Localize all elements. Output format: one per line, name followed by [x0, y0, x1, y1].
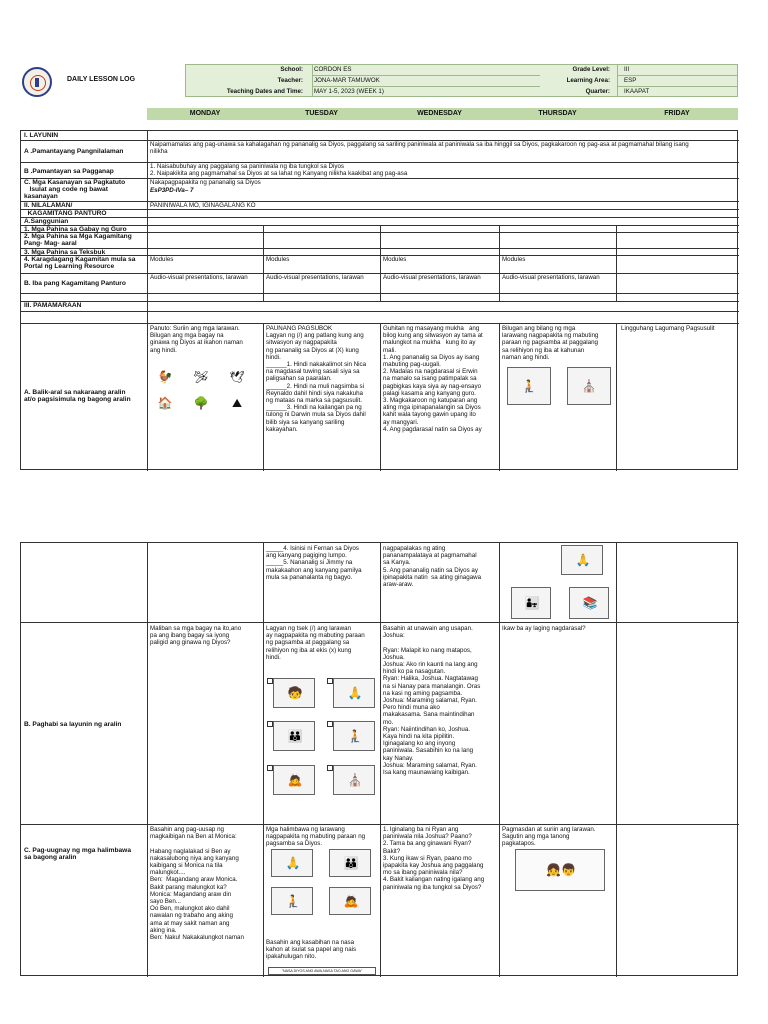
tuesday-picture-5: 🙇 — [273, 765, 315, 795]
school-label: School: — [280, 66, 303, 73]
plane-picture-icon: 🛩 — [193, 370, 209, 384]
row-kagamitan-label: KAGAMITANG PANTURO — [24, 210, 107, 217]
log-title: DAILY LESSON LOG — [67, 76, 136, 83]
tuesday-example-picture-4: 🙇 — [329, 887, 371, 915]
page-1 — [20, 64, 738, 470]
day-friday: FRIDAY — [664, 110, 690, 117]
tuesday-example-picture-1: 🙏 — [271, 849, 313, 877]
balik-friday: Lingguhang Lagumang Pagsusulit — [621, 325, 715, 332]
balik-thursday: Bilugan ang bilang ng mga larawang nagpapakita ng mabuting paraan ng pagsamba at paggalang sa relihiyon ng iba at kahunan naman ang hindi. — [502, 325, 599, 361]
dates-value: MAY 1-5, 2023 (WEEK 1) — [314, 88, 384, 95]
paguugnay-wednesday: 1. Iginalang ba ni Ryan ang paniniwala nila Joshua? Paano? 2. Tama ba ang ginawani Ryan? Bakit? 3. Kung ikaw si Ryan, paano mo ipapakita kay Joshua ang paggalang mo sa ibang paniniwala nila? 4. Bakit kailangan nating igalang ang paniniwala ng iba tungkol sa Diyos? — [383, 826, 485, 891]
row-sanggunian-label: A.Sanggunian — [24, 218, 69, 225]
row-pamantayan-text: Naipamamalas ang pag-unawa sa kahalagahan ng pananalig sa Diyos, paggalang sa sariling paniniwala at paniniwala sa iba hinggil sa Diyos, pagkakaroon ng pag-asa at pagmamahal bilang isang nilikha — [150, 141, 691, 156]
area-value: ESP — [624, 77, 637, 84]
row-kagamitang-pang-label: 2. Mga Pahina sa Mga Kagamitang Pang- Mag- aaral — [24, 233, 132, 248]
grade-value: III — [624, 66, 630, 73]
thursday-worship-picture-1: 🙏 — [561, 545, 603, 575]
deped-seal-logo — [22, 67, 52, 97]
school-value: CORDON ES — [314, 66, 352, 73]
row-layunin: I. LAYUNIN — [24, 132, 59, 139]
balik-monday: Panuto: Suriin ang mga larawan. Bilugan ang mga bagay na ginawa ng Diyos at ikahon naman ang hindi. — [150, 325, 243, 354]
audio-thu: Audio-visual presentations, larawan — [502, 274, 600, 281]
day-monday: MONDAY — [189, 110, 221, 117]
paguugnay-thursday: Pagmasdan at suriin ang larawan. Sagutin ang mga tanong pagkatapos. — [502, 826, 596, 848]
paghabi-wednesday: Basahin at unawain ang usapan. Joshua: Ryan: Malapit ko nang matapos, Joshua. Joshua: Ako rin kaunti na lang ang hindi ko pa nasagutan. Ryan: Halika, Joshua. Nagtatawag na si Nanay para manalangin. Oras na kasi ng aming pagsamba. Joshua: Maraming salamat, Ryan. Pero hindi muna ako makakasama. Sana maintindihan mo. Ryan: Naiintindihan ko, Joshua. Kaya hindi na kita pipilitin. Iginagalang ko ang inyong paniniwala. Sasabihin ko na lang kay Nanay. Joshua: Maraming salamat, Ryan. Isa kang maunawaing kaibigan. — [383, 625, 481, 777]
lesson-table-page-1 — [20, 130, 738, 470]
kasabihan-box — [268, 967, 376, 975]
row-balik-label: A. Balik-aral sa nakaraang aralin at/o pagsisimula ng bagong aralin — [24, 389, 131, 404]
row-karagdagang-label: 4. Karagdagang Kagamitan mula sa Portal ng Learning Resource — [24, 256, 136, 271]
row-pagganap-text: 1. Naisabubuhay ang paggalang sa paniniwala ng iba tungkol sa Diyos 2. Naipakikita ang pagmamahal sa Diyos at sa lahat ng Kanyang nilikha kaakibat ang pag-asa — [150, 163, 408, 178]
balik-wednesday: Guhitan ng masayang mukha ang bilog kung ang sitwasyon ay tama at malungkot na mukha kung ito ay mali. 1. Ang pananalig sa Diyos ay isang mabuting pag-uugali. 2. Madalas na nagdarasal si Erwin na manalo sa isang patimpalak sa pagbigkas kaya siya ay nag-ensayo palagi kasama ang kanyang guro. 3. Magkakaroon ng katuparan ang ating mga ipinapanalangin sa Diyos kahit wala tayong gawin upang ito ay mangyari. 4. Ang pagdarasal natin sa Diyos ay — [383, 325, 483, 433]
tuesday-picture-3: 👪 — [273, 721, 315, 751]
audio-mon: Audio-visual presentations, larawan — [150, 274, 248, 281]
row-pamamaraan-label: III. PAMAMARAAN — [24, 302, 82, 309]
tuesday-picture-4: 🧎 — [333, 721, 375, 751]
quarter-value: IKAAPAT — [624, 88, 650, 95]
chicken-picture-icon: 🐓 — [157, 370, 173, 384]
row-pagganap-label: B .Pamantayan sa Pagganap — [24, 168, 114, 175]
paghabi-tuesday: Lagyan ng tsek (/) ang larawan ay nagpapakita ng mabuting paraan ng pagsamba at paggalang sa relihiyon ng iba at ekis (x) kung hindi. — [266, 625, 365, 661]
thursday-worship-picture-2: 👨‍👧 — [511, 587, 551, 619]
thursday-children-picture: 👧👦 — [515, 849, 605, 891]
teacher-label: Teacher: — [277, 77, 303, 84]
dates-label: Teaching Dates and Time: — [226, 88, 303, 95]
grade-label: Grade Level: — [572, 66, 610, 73]
paghabi-thursday: Ikaw ba ay laging nagdarasal? — [502, 625, 586, 632]
paguugnay-tuesday: Mga halimbawa ng larawang nagpapakita ng mabuting paraan ng pagsamba sa Diyos. — [266, 826, 366, 848]
modules-thu: Modules — [502, 256, 526, 263]
paguugnay-monday: Basahin ang pag-uusap ng magkaibigan na Ben at Monica: Habang naglalakad si Ben ay nakasalubong niya ang kanyang kaibigang si Monica na tila malungkot.... Ben: Magandang araw Monica. Bakit parang malungkot ka? Monica: Magandang araw din sayo Ben... Oo Ben, malungkot ako dahil nawalan ng trabaho ang aking ama at may sakit naman ang aking ina. Ben: Naku! Nakakalungkot naman — [150, 826, 244, 942]
row-pamantayan-label: A .Pamantayang Pangnilalaman — [24, 148, 124, 155]
lesson-table-page-2 — [20, 542, 738, 976]
thursday-worship-picture-3: 📚 — [569, 587, 609, 619]
tuesday-picture-1: 🧒 — [273, 678, 315, 708]
row-gabay-label: 1. Mga Pahina sa Gabay ng Guro — [24, 226, 127, 233]
row-kasanayan-text: Nakapagpapakita ng pananalig sa Diyos — [150, 179, 261, 186]
house-picture-icon: 🏠 — [157, 396, 173, 410]
modules-wed: Modules — [383, 256, 407, 263]
row-kasanayan-label: C. Mga Kasanayan sa Pagkatuto Isulat ang code ng bawat kasanayan — [24, 179, 126, 201]
church-picture: ⛪ — [567, 367, 611, 405]
tree-picture-icon: 🌳 — [193, 396, 209, 410]
tuesday-example-picture-2: 👪 — [329, 849, 371, 877]
teacher-value: JONA-MAR TAMUWOK — [314, 77, 380, 84]
quarter-label: Quarter: — [585, 88, 610, 95]
day-thursday: THURSDAY — [538, 110, 577, 117]
row-kasanayan-code: EsP3PD-IVa– 7 — [150, 187, 194, 194]
day-tuesday: TUESDAY — [305, 110, 338, 117]
row-nilalaman-label: II. NILALAMAN/ — [24, 202, 73, 209]
tuesday-example-picture-3: 🧎 — [271, 887, 313, 915]
paguugnay-tuesday-2: Basahin ang kasabihan na nasa kahon at isulat sa papel ang nais ipakahulugan nito. — [266, 939, 357, 961]
bird-picture-icon: 🕊 — [229, 370, 245, 384]
mountain-picture-icon: ⛰ — [231, 396, 243, 410]
row-iba-label: B. Iba pang Kagamitang Panturo — [24, 280, 126, 287]
audio-wed: Audio-visual presentations, larawan — [383, 274, 481, 281]
tuesday-picture-6: ⛪ — [333, 765, 375, 795]
day-wednesday: WEDNESDAY — [417, 110, 462, 117]
balik-tuesday: PAUNANG PAGSUBOK Lagyan ng (/) ang patlang kung ang sitwasyon ay nagpapakita ng pananalig sa Diyos at (X) kung hindi. ______1. Hindi nakakalimot sin Nica na magdasal tuwing sasali siya sa paligsahan sa paaralan. ______2. Hindi na muli nagsimba si Reynaldo dahil hindi siya nakakuha ng mataas na marka sa pagsusulit. ______3. Hindi na kailangan pa ng tulong ni Darwin mula sa Diyos dahil bilib siya sa kanyang sariling kakayahan. — [266, 325, 367, 433]
modules-mon: Modules — [150, 256, 174, 263]
area-label: Learning Area: — [566, 77, 610, 84]
row-paghabi-label: B. Paghabi sa layunin ng aralin — [24, 721, 122, 728]
modules-tue: Modules — [266, 256, 290, 263]
balik-wednesday-cont: nagpapalakas ng ating pananampalataya at pagmamahal sa Kanya. 5. Ang pananalig natin sa Diyos ay ipinapakita natin sa ating ginagawa araw-araw. — [383, 545, 482, 589]
row-teksbuk-label: 3. Mga Pahina sa Teksbuk — [24, 249, 106, 256]
paghabi-monday: Maliban sa mga bagay na ito,ano pa ang ibang bagay sa iyong paligid ang ginawa ng Diyos? — [150, 625, 242, 647]
audio-tue: Audio-visual presentations, larawan — [266, 274, 364, 281]
row-paguugnay-label: C. Pag-uugnay ng mga halimbawa sa bagong aralin — [24, 847, 131, 862]
balik-tuesday-cont: _____4. Isinisi ni Fernan sa Diyos ang kanyang pagiging lumpo. _____5. Nananalig si Jimmy na makakaahon ang kanyang pamilya mula sa pananalanta ng bagyo. — [266, 545, 362, 581]
child-praying-picture: 🧎 — [507, 367, 551, 405]
kasabihan-text: "NASA DIYOS ANG AWA,NASA TAO ANG GAWA" — [281, 969, 363, 973]
tuesday-picture-2: 🙏 — [333, 678, 375, 708]
row-nilalaman-text: PANINIWALA MO, IGINAGALANG KO — [150, 202, 256, 209]
